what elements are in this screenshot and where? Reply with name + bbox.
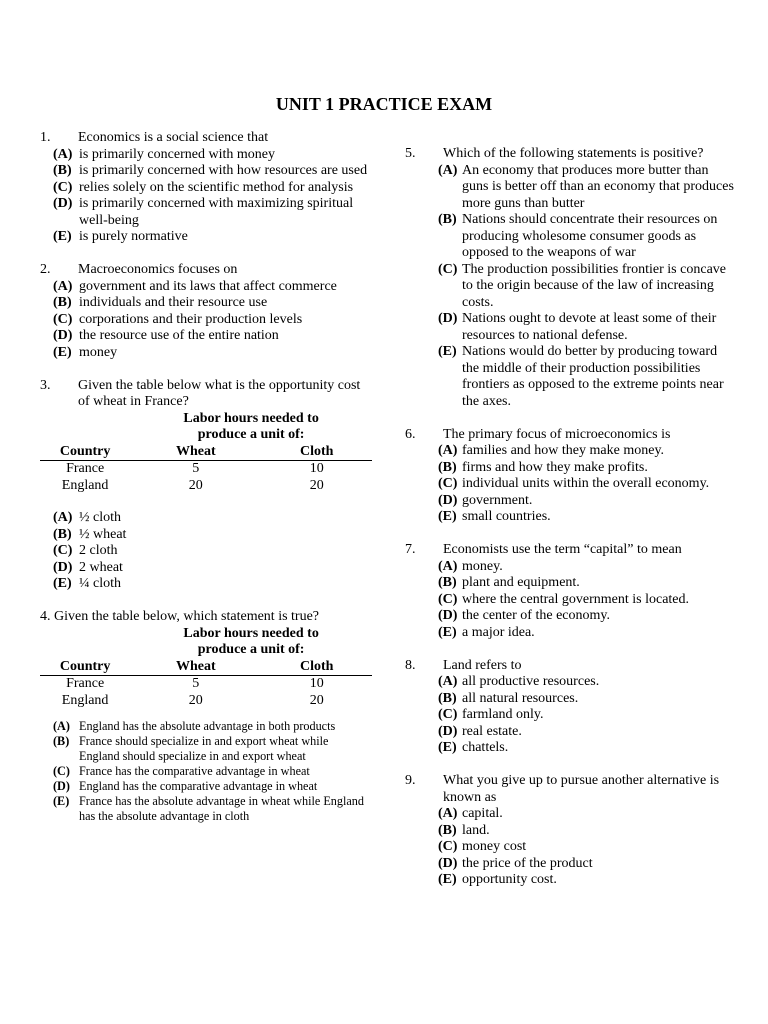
cell-cloth: 10 xyxy=(309,676,324,691)
option-b[interactable] xyxy=(40,295,372,312)
labor-hours-table xyxy=(40,411,372,495)
option-d[interactable] xyxy=(405,608,735,625)
option-text: money. xyxy=(462,558,503,574)
table-row xyxy=(40,461,372,478)
question-text: Which of the following statements is positive? xyxy=(443,146,704,161)
option-b[interactable] xyxy=(40,527,372,544)
option-text: all natural resources. xyxy=(462,690,579,706)
option-text: families and how they make money. xyxy=(462,443,665,458)
option-d[interactable] xyxy=(40,560,372,577)
option-c[interactable] xyxy=(40,312,372,329)
option-text: France has the comparative advantage in wheat xyxy=(79,764,310,778)
option-text: corporations and their production levels xyxy=(79,311,303,327)
question-7 xyxy=(405,542,735,641)
option-text: opportunity cost. xyxy=(462,872,557,887)
option-e[interactable] xyxy=(40,229,372,246)
option-letter: (A) xyxy=(53,510,73,525)
option-text: Nations would do better by producing toward the middle of their production possibilities frontiers as opposed to the extreme points near the axes. xyxy=(462,344,724,409)
cell-wheat: 5 xyxy=(192,676,200,691)
option-letter: (A) xyxy=(53,146,73,162)
question-text: 4. Given the table below, which statement is true? xyxy=(40,609,320,624)
question-number: 2. xyxy=(40,262,51,277)
option-a[interactable] xyxy=(40,510,372,527)
option-letter: (D) xyxy=(53,559,73,575)
question-number: 6. xyxy=(405,426,416,442)
option-e[interactable] xyxy=(40,794,372,824)
option-d[interactable] xyxy=(405,724,735,741)
table-header: Labor hours needed to xyxy=(183,625,319,641)
option-d[interactable] xyxy=(40,196,372,229)
cell-country: England xyxy=(61,692,109,708)
option-letter: (E) xyxy=(53,344,72,360)
option-text: the center of the economy. xyxy=(462,608,610,623)
column-header-cloth: Cloth xyxy=(261,444,372,461)
option-letter: (A) xyxy=(438,674,458,689)
question-3 xyxy=(40,378,372,593)
option-text: ¼ cloth xyxy=(79,576,121,591)
cell-wheat: 20 xyxy=(188,477,203,493)
option-letter: (E) xyxy=(438,509,457,524)
option-letter: (C) xyxy=(53,311,73,327)
option-b[interactable] xyxy=(405,575,735,592)
question-number: 8. xyxy=(405,657,416,673)
option-text: ½ cloth xyxy=(79,510,121,525)
option-letter: (C) xyxy=(53,543,73,558)
cell-cloth: 20 xyxy=(309,477,324,493)
option-text: government and its laws that affect commerce xyxy=(79,278,337,294)
option-e[interactable] xyxy=(405,344,735,410)
option-text: a major idea. xyxy=(462,624,535,640)
option-text: is primarily concerned with how resources are used xyxy=(79,163,368,178)
option-text: where the central government is located. xyxy=(462,591,690,607)
question-text: Given the table below what is the opportunity cost of wheat in France? xyxy=(78,377,361,409)
option-text: Nations should concentrate their resources on producing wholesome consumer goods as opposed to the weapons of war xyxy=(462,212,718,260)
option-a[interactable] xyxy=(405,674,735,691)
option-letter: (A) xyxy=(438,558,458,574)
option-c[interactable] xyxy=(405,839,735,856)
table-row xyxy=(40,676,372,693)
question-8 xyxy=(405,658,735,757)
question-text: The primary focus of microeconomics is xyxy=(443,426,671,442)
option-text: is primarily concerned with money xyxy=(79,146,275,162)
question-text: What you give up to pursue another alternative is known as xyxy=(443,773,720,805)
option-letter: (E) xyxy=(438,872,457,887)
option-a[interactable] xyxy=(405,806,735,823)
question-text: Macroeconomics focuses on xyxy=(78,262,238,277)
option-letter: (B) xyxy=(53,163,72,178)
option-letter: (C) xyxy=(438,261,458,277)
question-1 xyxy=(40,130,372,246)
option-letter: (C) xyxy=(438,591,458,607)
option-letter: (D) xyxy=(438,723,458,739)
option-letter: (B) xyxy=(438,690,457,706)
option-text: France should specialize in and export wheat while England should specialize in and export wheat xyxy=(79,734,329,763)
option-d[interactable] xyxy=(405,311,735,344)
option-letter: (B) xyxy=(438,212,457,227)
option-letter: (A) xyxy=(438,806,458,821)
question-number: 7. xyxy=(405,542,416,557)
table-header: produce a unit of: xyxy=(197,427,305,442)
table-row xyxy=(40,693,372,710)
option-letter: (A) xyxy=(53,719,70,733)
option-text: relies solely on the scientific method for analysis xyxy=(79,179,354,195)
option-c[interactable] xyxy=(40,764,372,779)
option-letter: (B) xyxy=(438,575,457,590)
option-text: is primarily concerned with maximizing spiritual well-being xyxy=(79,196,354,228)
option-b[interactable] xyxy=(405,691,735,708)
table-header: produce a unit of: xyxy=(197,642,305,657)
option-text: real estate. xyxy=(462,723,522,739)
option-text: chattels. xyxy=(462,740,509,755)
option-c[interactable] xyxy=(40,180,372,197)
option-c[interactable] xyxy=(40,543,372,560)
option-letter: (E) xyxy=(438,344,457,359)
option-letter: (D) xyxy=(53,196,73,211)
option-letter: (A) xyxy=(438,443,458,458)
option-text: The production possibilities frontier is concave to the origin because of the law of increasing costs. xyxy=(462,261,726,310)
option-c[interactable] xyxy=(405,592,735,609)
option-letter: (B) xyxy=(438,459,457,475)
option-text: ½ wheat xyxy=(79,526,127,542)
option-letter: (B) xyxy=(53,526,72,542)
option-text: plant and equipment. xyxy=(462,575,580,590)
question-9 xyxy=(405,773,735,889)
option-e[interactable] xyxy=(40,345,372,362)
question-6 xyxy=(405,427,735,526)
option-text: England has the absolute advantage in both products xyxy=(79,719,336,733)
option-e[interactable] xyxy=(405,872,735,889)
page-title: UNIT 1 PRACTICE EXAM xyxy=(275,94,493,114)
option-letter: (E) xyxy=(53,229,72,244)
option-text: government. xyxy=(462,492,533,508)
question-4 xyxy=(40,609,372,824)
left-column xyxy=(40,130,372,841)
option-b[interactable] xyxy=(40,734,372,764)
option-text: money cost xyxy=(462,839,527,854)
option-letter: (D) xyxy=(53,328,73,343)
option-a[interactable] xyxy=(40,719,372,734)
option-d[interactable] xyxy=(405,493,735,510)
option-b[interactable] xyxy=(405,212,735,262)
column-header-country: Country xyxy=(40,659,130,676)
column-header-cloth: Cloth xyxy=(261,659,372,676)
option-b[interactable] xyxy=(405,823,735,840)
question-number: 9. xyxy=(405,773,416,788)
question-text: Economics is a social science that xyxy=(78,130,269,145)
option-d[interactable] xyxy=(40,779,372,794)
option-letter: (E) xyxy=(53,576,72,591)
option-text: money xyxy=(79,344,118,360)
labor-hours-table xyxy=(40,626,372,710)
column-header-wheat: Wheat xyxy=(130,659,261,676)
option-d[interactable] xyxy=(40,328,372,345)
option-letter: (A) xyxy=(53,278,73,294)
option-b[interactable] xyxy=(405,460,735,477)
option-letter: (C) xyxy=(53,764,70,778)
cell-country: France xyxy=(66,676,105,691)
option-text: all productive resources. xyxy=(462,674,600,689)
option-e[interactable] xyxy=(40,576,372,593)
cell-cloth: 10 xyxy=(309,461,324,476)
option-text: small countries. xyxy=(462,509,551,524)
option-letter: (D) xyxy=(438,608,458,623)
option-letter: (D) xyxy=(438,311,458,326)
table-header: Labor hours needed to xyxy=(183,410,319,426)
question-5 xyxy=(405,146,735,410)
option-text: France has the absolute advantage in wheat while England has the absolute advantage in cloth xyxy=(79,794,364,823)
option-text: 2 wheat xyxy=(79,559,123,575)
option-c[interactable] xyxy=(405,707,735,724)
option-text: An economy that produces more butter than guns is better off than an economy that produces more guns than butter xyxy=(462,162,734,211)
option-letter: (C) xyxy=(438,476,458,491)
question-number: 5. xyxy=(405,146,416,161)
option-letter: (E) xyxy=(438,624,457,640)
option-a[interactable] xyxy=(405,163,735,213)
option-letter: (B) xyxy=(53,734,70,748)
option-text: 2 cloth xyxy=(79,543,118,558)
option-text: England has the comparative advantage in wheat xyxy=(79,779,318,793)
question-number: 1. xyxy=(40,130,51,145)
option-text: is purely normative xyxy=(79,229,188,244)
option-c[interactable] xyxy=(405,262,735,312)
option-letter: (C) xyxy=(438,707,458,722)
option-text: land. xyxy=(462,822,490,838)
column-header-country: Country xyxy=(40,444,130,461)
option-text: the price of the product xyxy=(462,855,593,871)
option-letter: (D) xyxy=(438,855,458,871)
right-column xyxy=(405,146,735,905)
question-2 xyxy=(40,262,372,361)
option-e[interactable] xyxy=(405,625,735,642)
option-letter: (A) xyxy=(438,162,458,178)
option-text: firms and how they make profits. xyxy=(462,459,648,475)
option-text: Nations ought to devote at least some of their resources to national defense. xyxy=(462,311,717,343)
option-letter: (B) xyxy=(438,822,457,838)
question-text: Land refers to xyxy=(443,657,522,673)
option-a[interactable] xyxy=(40,147,372,164)
option-letter: (C) xyxy=(53,179,73,195)
option-letter: (D) xyxy=(53,779,70,793)
option-e[interactable] xyxy=(405,509,735,526)
option-letter: (B) xyxy=(53,295,72,310)
question-number: 3. xyxy=(40,377,51,393)
option-a[interactable] xyxy=(405,559,735,576)
option-text: the resource use of the entire nation xyxy=(79,328,279,343)
question-text: Economists use the term “capital” to mean xyxy=(443,542,682,557)
option-c[interactable] xyxy=(405,476,735,493)
cell-wheat: 20 xyxy=(188,692,203,708)
option-text: individual units within the overall economy. xyxy=(462,476,710,491)
column-header-wheat: Wheat xyxy=(130,444,261,461)
option-a[interactable] xyxy=(40,279,372,296)
cell-wheat: 5 xyxy=(192,461,200,476)
option-letter: (E) xyxy=(438,740,457,755)
option-text: farmland only. xyxy=(462,707,544,722)
option-e[interactable] xyxy=(405,740,735,757)
option-letter: (C) xyxy=(438,839,458,854)
option-b[interactable] xyxy=(40,163,372,180)
option-letter: (D) xyxy=(438,492,458,508)
table-row xyxy=(40,478,372,495)
cell-country: England xyxy=(61,477,109,493)
option-text: capital. xyxy=(462,806,503,821)
option-d[interactable] xyxy=(405,856,735,873)
cell-country: France xyxy=(66,461,105,476)
option-letter: (E) xyxy=(53,794,70,808)
option-a[interactable] xyxy=(405,443,735,460)
option-text: individuals and their resource use xyxy=(79,295,268,310)
cell-cloth: 20 xyxy=(309,692,324,708)
